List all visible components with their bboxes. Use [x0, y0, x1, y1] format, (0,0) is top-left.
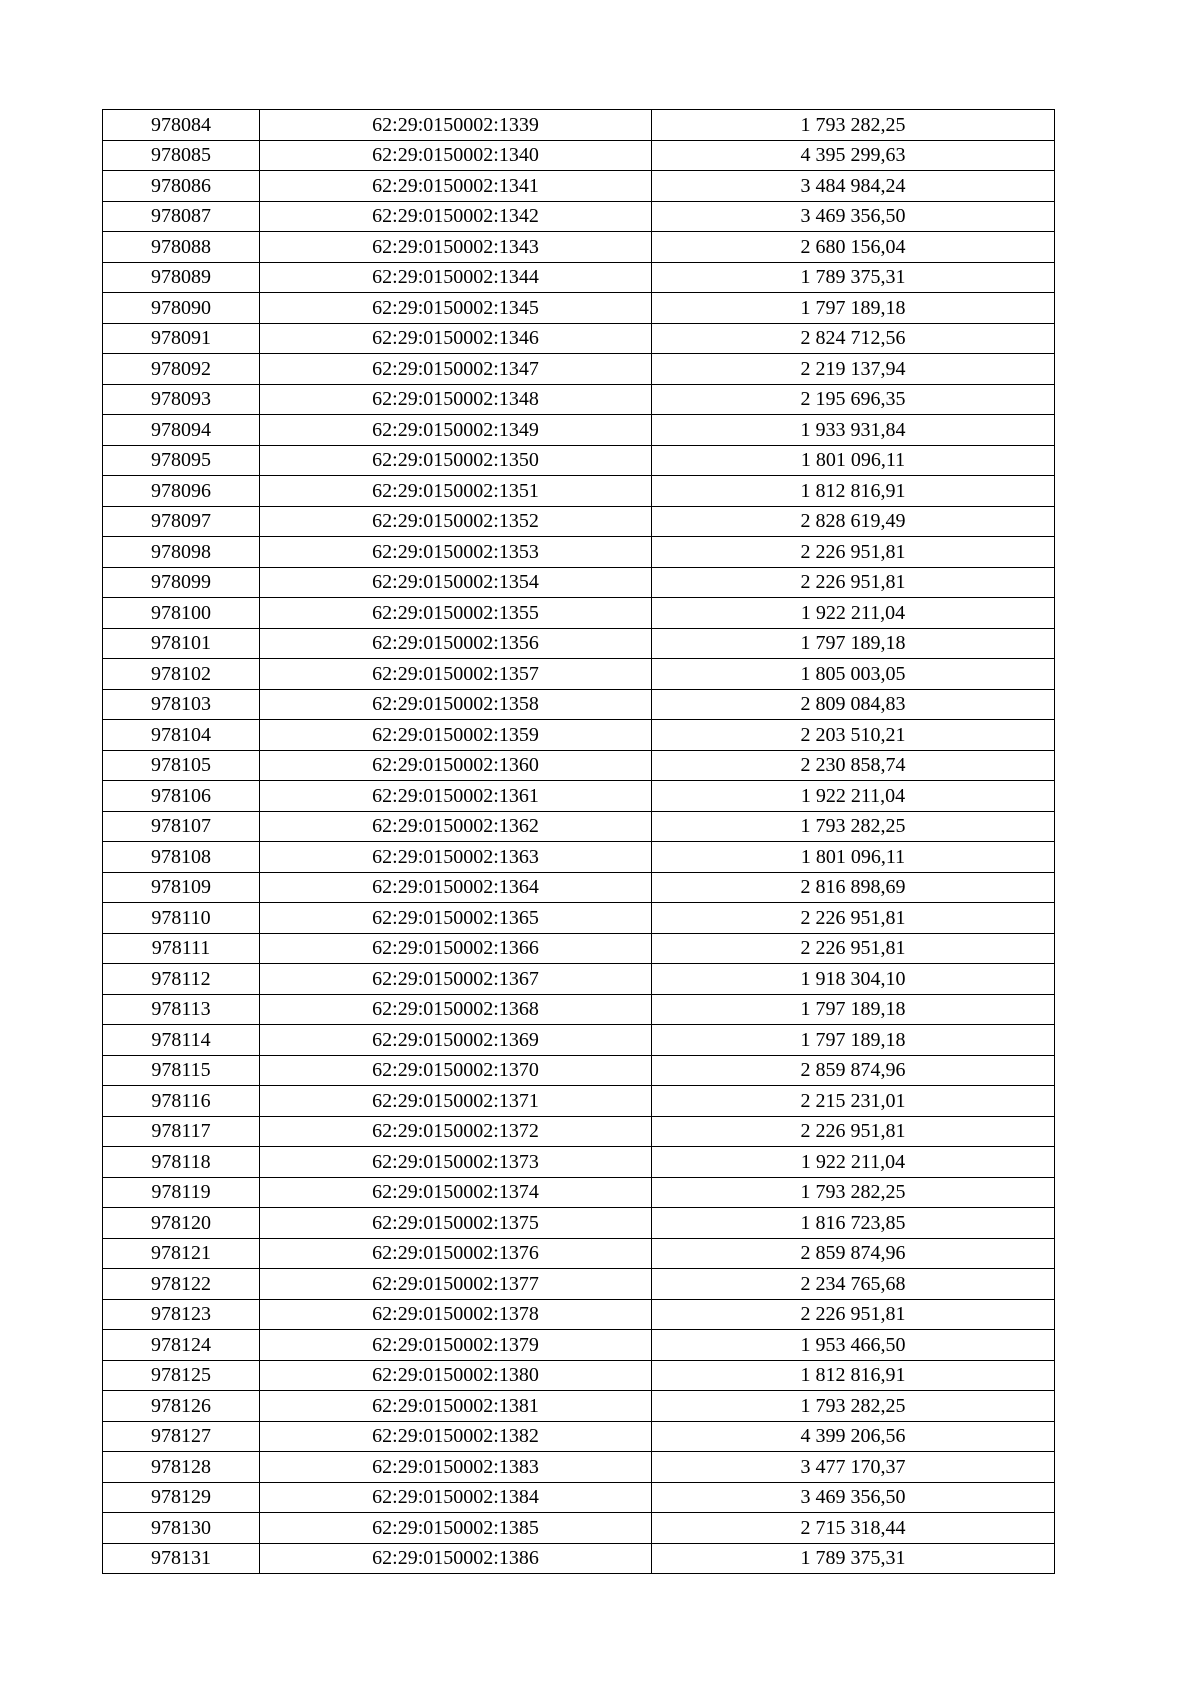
table-row — [103, 842, 1055, 873]
row-number-cell: 978113 — [103, 994, 260, 1025]
cadastral-number-cell: 62:29:0150002:1363 — [260, 842, 652, 873]
table-body — [103, 110, 1055, 1574]
cadastral-number-cell: 62:29:0150002:1367 — [260, 964, 652, 995]
cadastral-value-cell: 2 226 951,81 — [652, 1116, 1055, 1147]
cadastral-number-cell: 62:29:0150002:1370 — [260, 1055, 652, 1086]
table-row — [103, 1269, 1055, 1300]
cadastral-value-cell: 2 226 951,81 — [652, 1299, 1055, 1330]
cadastral-value-cell: 1 922 211,04 — [652, 781, 1055, 812]
cadastral-number-cell: 62:29:0150002:1360 — [260, 750, 652, 781]
cadastral-number-cell: 62:29:0150002:1361 — [260, 781, 652, 812]
table-row — [103, 811, 1055, 842]
table-row — [103, 1208, 1055, 1239]
row-number-cell: 978089 — [103, 262, 260, 293]
row-number-cell: 978115 — [103, 1055, 260, 1086]
cadastral-value-cell: 2 226 951,81 — [652, 903, 1055, 934]
table-row — [103, 110, 1055, 141]
table-row — [103, 1513, 1055, 1544]
table-row — [103, 994, 1055, 1025]
cadastral-number-cell: 62:29:0150002:1344 — [260, 262, 652, 293]
cadastral-value-cell: 1 801 096,11 — [652, 842, 1055, 873]
table-row — [103, 1299, 1055, 1330]
row-number-cell: 978100 — [103, 598, 260, 629]
table-row — [103, 1238, 1055, 1269]
cadastral-value-cell: 1 918 304,10 — [652, 964, 1055, 995]
row-number-cell: 978126 — [103, 1391, 260, 1422]
cadastral-value-cell: 2 203 510,21 — [652, 720, 1055, 751]
row-number-cell: 978122 — [103, 1269, 260, 1300]
cadastral-value-cell: 3 469 356,50 — [652, 1482, 1055, 1513]
table-row — [103, 506, 1055, 537]
table-row — [103, 1330, 1055, 1361]
row-number-cell: 978087 — [103, 201, 260, 232]
table-row — [103, 140, 1055, 171]
row-number-cell: 978095 — [103, 445, 260, 476]
table-row — [103, 415, 1055, 446]
cadastral-value-cell: 1 797 189,18 — [652, 994, 1055, 1025]
cadastral-number-cell: 62:29:0150002:1374 — [260, 1177, 652, 1208]
row-number-cell: 978118 — [103, 1147, 260, 1178]
row-number-cell: 978085 — [103, 140, 260, 171]
cadastral-value-cell: 2 859 874,96 — [652, 1238, 1055, 1269]
cadastral-number-cell: 62:29:0150002:1371 — [260, 1086, 652, 1117]
cadastral-number-cell: 62:29:0150002:1358 — [260, 689, 652, 720]
table-row — [103, 1391, 1055, 1422]
row-number-cell: 978129 — [103, 1482, 260, 1513]
row-number-cell: 978114 — [103, 1025, 260, 1056]
cadastral-value-cell: 2 816 898,69 — [652, 872, 1055, 903]
table-row — [103, 384, 1055, 415]
cadastral-number-cell: 62:29:0150002:1352 — [260, 506, 652, 537]
row-number-cell: 978103 — [103, 689, 260, 720]
row-number-cell: 978116 — [103, 1086, 260, 1117]
table-row — [103, 262, 1055, 293]
cadastral-value-cell: 1 816 723,85 — [652, 1208, 1055, 1239]
table-row — [103, 293, 1055, 324]
cadastral-value-cell: 3 477 170,37 — [652, 1452, 1055, 1483]
row-number-cell: 978107 — [103, 811, 260, 842]
table-row — [103, 781, 1055, 812]
row-number-cell: 978130 — [103, 1513, 260, 1544]
cadastral-value-cell: 1 801 096,11 — [652, 445, 1055, 476]
cadastral-number-cell: 62:29:0150002:1355 — [260, 598, 652, 629]
cadastral-number-cell: 62:29:0150002:1385 — [260, 1513, 652, 1544]
row-number-cell: 978108 — [103, 842, 260, 873]
cadastral-value-cell: 2 828 619,49 — [652, 506, 1055, 537]
cadastral-value-cell: 1 812 816,91 — [652, 476, 1055, 507]
cadastral-value-cell: 1 933 931,84 — [652, 415, 1055, 446]
cadastral-value-cell: 2 230 858,74 — [652, 750, 1055, 781]
cadastral-number-cell: 62:29:0150002:1343 — [260, 232, 652, 263]
table-row — [103, 659, 1055, 690]
cadastral-number-cell: 62:29:0150002:1377 — [260, 1269, 652, 1300]
table-row — [103, 1147, 1055, 1178]
row-number-cell: 978093 — [103, 384, 260, 415]
cadastral-number-cell: 62:29:0150002:1379 — [260, 1330, 652, 1361]
cadastral-number-cell: 62:29:0150002:1342 — [260, 201, 652, 232]
table-row — [103, 598, 1055, 629]
table-row — [103, 1116, 1055, 1147]
row-number-cell: 978105 — [103, 750, 260, 781]
cadastral-number-cell: 62:29:0150002:1357 — [260, 659, 652, 690]
table-row — [103, 1360, 1055, 1391]
row-number-cell: 978094 — [103, 415, 260, 446]
row-number-cell: 978106 — [103, 781, 260, 812]
cadastral-value-cell: 4 399 206,56 — [652, 1421, 1055, 1452]
table-row — [103, 1177, 1055, 1208]
table-row — [103, 903, 1055, 934]
row-number-cell: 978101 — [103, 628, 260, 659]
cadastral-number-cell: 62:29:0150002:1351 — [260, 476, 652, 507]
cadastral-number-cell: 62:29:0150002:1384 — [260, 1482, 652, 1513]
cadastral-number-cell: 62:29:0150002:1364 — [260, 872, 652, 903]
row-number-cell: 978119 — [103, 1177, 260, 1208]
row-number-cell: 978120 — [103, 1208, 260, 1239]
table-row — [103, 445, 1055, 476]
row-number-cell: 978109 — [103, 872, 260, 903]
cadastral-number-cell: 62:29:0150002:1373 — [260, 1147, 652, 1178]
cadastral-value-cell: 1 797 189,18 — [652, 628, 1055, 659]
row-number-cell: 978125 — [103, 1360, 260, 1391]
row-number-cell: 978111 — [103, 933, 260, 964]
cadastral-value-cell: 1 922 211,04 — [652, 1147, 1055, 1178]
row-number-cell: 978099 — [103, 567, 260, 598]
cadastral-number-cell: 62:29:0150002:1368 — [260, 994, 652, 1025]
cadastral-number-cell: 62:29:0150002:1383 — [260, 1452, 652, 1483]
row-number-cell: 978091 — [103, 323, 260, 354]
row-number-cell: 978121 — [103, 1238, 260, 1269]
cadastral-value-cell: 1 793 282,25 — [652, 110, 1055, 141]
cadastral-value-cell: 2 859 874,96 — [652, 1055, 1055, 1086]
table-row — [103, 1421, 1055, 1452]
cadastral-number-cell: 62:29:0150002:1348 — [260, 384, 652, 415]
cadastral-value-cell: 2 215 231,01 — [652, 1086, 1055, 1117]
row-number-cell: 978123 — [103, 1299, 260, 1330]
table-row — [103, 201, 1055, 232]
table-row — [103, 689, 1055, 720]
cadastral-number-cell: 62:29:0150002:1386 — [260, 1543, 652, 1574]
cadastral-value-cell: 2 226 951,81 — [652, 567, 1055, 598]
table-row — [103, 323, 1055, 354]
cadastral-number-cell: 62:29:0150002:1346 — [260, 323, 652, 354]
row-number-cell: 978127 — [103, 1421, 260, 1452]
cadastral-value-cell: 1 793 282,25 — [652, 811, 1055, 842]
row-number-cell: 978124 — [103, 1330, 260, 1361]
table-row — [103, 933, 1055, 964]
cadastral-number-cell: 62:29:0150002:1341 — [260, 171, 652, 202]
table-row — [103, 872, 1055, 903]
cadastral-number-cell: 62:29:0150002:1349 — [260, 415, 652, 446]
row-number-cell: 978088 — [103, 232, 260, 263]
table-row — [103, 720, 1055, 751]
cadastral-number-cell: 62:29:0150002:1380 — [260, 1360, 652, 1391]
table-row — [103, 232, 1055, 263]
table-row — [103, 476, 1055, 507]
table-row — [103, 1025, 1055, 1056]
cadastral-value-cell: 1 805 003,05 — [652, 659, 1055, 690]
cadastral-value-cell: 1 797 189,18 — [652, 1025, 1055, 1056]
cadastral-number-cell: 62:29:0150002:1340 — [260, 140, 652, 171]
row-number-cell: 978096 — [103, 476, 260, 507]
table-row — [103, 354, 1055, 385]
cadastral-value-cell: 2 234 765,68 — [652, 1269, 1055, 1300]
row-number-cell: 978090 — [103, 293, 260, 324]
cadastral-number-cell: 62:29:0150002:1365 — [260, 903, 652, 934]
cadastral-value-cell: 1 797 189,18 — [652, 293, 1055, 324]
cadastral-value-cell: 1 789 375,31 — [652, 262, 1055, 293]
cadastral-number-cell: 62:29:0150002:1381 — [260, 1391, 652, 1422]
cadastral-number-cell: 62:29:0150002:1372 — [260, 1116, 652, 1147]
row-number-cell: 978104 — [103, 720, 260, 751]
row-number-cell: 978092 — [103, 354, 260, 385]
cadastral-number-cell: 62:29:0150002:1359 — [260, 720, 652, 751]
cadastral-value-cell: 1 922 211,04 — [652, 598, 1055, 629]
cadastral-number-cell: 62:29:0150002:1366 — [260, 933, 652, 964]
table-row — [103, 567, 1055, 598]
row-number-cell: 978128 — [103, 1452, 260, 1483]
cadastral-number-cell: 62:29:0150002:1356 — [260, 628, 652, 659]
table-row — [103, 628, 1055, 659]
cadastral-number-cell: 62:29:0150002:1353 — [260, 537, 652, 568]
cadastral-value-cell: 3 469 356,50 — [652, 201, 1055, 232]
cadastral-number-cell: 62:29:0150002:1350 — [260, 445, 652, 476]
table-row — [103, 1086, 1055, 1117]
cadastral-value-cell: 2 680 156,04 — [652, 232, 1055, 263]
cadastral-number-cell: 62:29:0150002:1347 — [260, 354, 652, 385]
cadastral-number-cell: 62:29:0150002:1376 — [260, 1238, 652, 1269]
cadastral-number-cell: 62:29:0150002:1375 — [260, 1208, 652, 1239]
table-row — [103, 1482, 1055, 1513]
cadastral-value-cell: 2 226 951,81 — [652, 933, 1055, 964]
cadastral-value-cell: 3 484 984,24 — [652, 171, 1055, 202]
row-number-cell: 978112 — [103, 964, 260, 995]
row-number-cell: 978098 — [103, 537, 260, 568]
cadastral-number-cell: 62:29:0150002:1382 — [260, 1421, 652, 1452]
table-row — [103, 964, 1055, 995]
cadastral-number-cell: 62:29:0150002:1339 — [260, 110, 652, 141]
cadastral-number-cell: 62:29:0150002:1369 — [260, 1025, 652, 1056]
cadastral-number-cell: 62:29:0150002:1354 — [260, 567, 652, 598]
cadastral-value-cell: 1 953 466,50 — [652, 1330, 1055, 1361]
cadastral-value-cell: 2 219 137,94 — [652, 354, 1055, 385]
row-number-cell: 978084 — [103, 110, 260, 141]
cadastral-value-cell: 2 226 951,81 — [652, 537, 1055, 568]
cadastral-value-cell: 1 812 816,91 — [652, 1360, 1055, 1391]
row-number-cell: 978102 — [103, 659, 260, 690]
table-row — [103, 750, 1055, 781]
table-row — [103, 171, 1055, 202]
cadastral-number-cell: 62:29:0150002:1362 — [260, 811, 652, 842]
cadastral-value-cell: 2 195 696,35 — [652, 384, 1055, 415]
cadastral-number-cell: 62:29:0150002:1378 — [260, 1299, 652, 1330]
row-number-cell: 978097 — [103, 506, 260, 537]
cadastral-value-cell: 2 715 318,44 — [652, 1513, 1055, 1544]
cadastral-number-cell: 62:29:0150002:1345 — [260, 293, 652, 324]
cadastral-value-cell: 1 793 282,25 — [652, 1177, 1055, 1208]
table-row — [103, 1055, 1055, 1086]
table-row — [103, 1452, 1055, 1483]
row-number-cell: 978117 — [103, 1116, 260, 1147]
cadastral-value-cell: 1 789 375,31 — [652, 1543, 1055, 1574]
cadastral-value-cell: 2 809 084,83 — [652, 689, 1055, 720]
row-number-cell: 978131 — [103, 1543, 260, 1574]
table-row — [103, 1543, 1055, 1574]
row-number-cell: 978086 — [103, 171, 260, 202]
cadastral-value-cell: 1 793 282,25 — [652, 1391, 1055, 1422]
table-row — [103, 537, 1055, 568]
cadastral-value-cell: 4 395 299,63 — [652, 140, 1055, 171]
row-number-cell: 978110 — [103, 903, 260, 934]
cadastral-value-table — [102, 109, 1055, 1574]
cadastral-value-cell: 2 824 712,56 — [652, 323, 1055, 354]
